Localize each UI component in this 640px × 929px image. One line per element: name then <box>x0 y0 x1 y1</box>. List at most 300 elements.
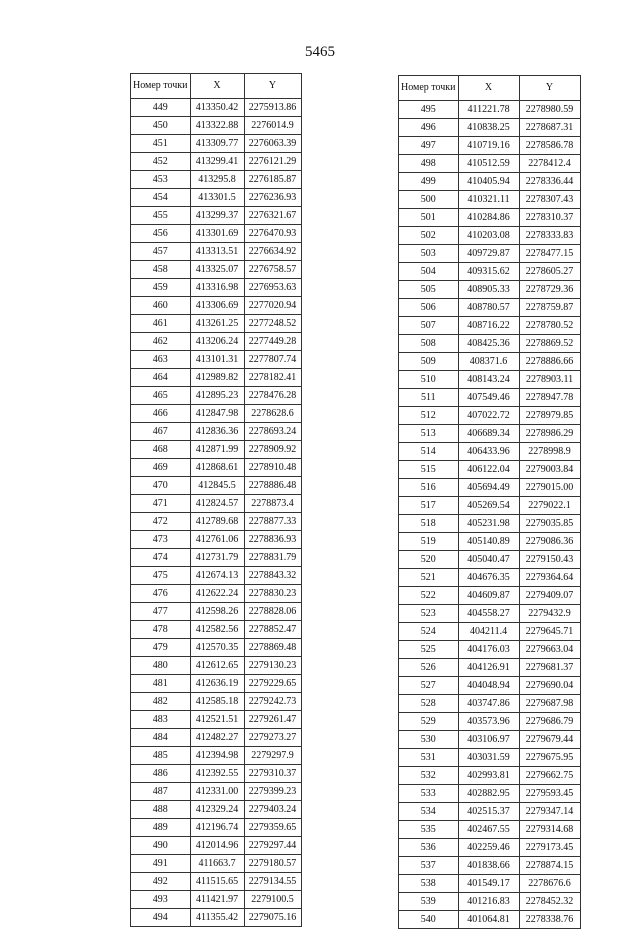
y-coordinate-cell: 2279314.68 <box>519 821 580 839</box>
point-number-cell: 471 <box>131 495 191 513</box>
y-coordinate-cell: 2279297.9 <box>244 747 301 765</box>
point-number-cell: 491 <box>131 855 191 873</box>
x-coordinate-cell: 405694.49 <box>458 479 519 497</box>
y-coordinate-cell: 2278687.31 <box>519 119 580 137</box>
point-number-cell: 474 <box>131 549 191 567</box>
x-coordinate-cell: 412836.36 <box>190 423 244 441</box>
point-number-cell: 494 <box>131 909 191 927</box>
y-coordinate-cell: 2277248.52 <box>244 315 301 333</box>
y-coordinate-cell: 2279003.84 <box>519 461 580 479</box>
point-number-cell: 499 <box>399 173 459 191</box>
x-coordinate-cell: 404211.4 <box>458 623 519 641</box>
point-number-cell: 510 <box>399 371 459 389</box>
x-coordinate-cell: 405231.98 <box>458 515 519 533</box>
point-number-cell: 493 <box>131 891 191 909</box>
y-coordinate-cell: 2279409.07 <box>519 587 580 605</box>
table-row <box>131 549 302 567</box>
x-coordinate-cell: 413101.31 <box>190 351 244 369</box>
point-number-cell: 486 <box>131 765 191 783</box>
y-coordinate-cell: 2279150.43 <box>519 551 580 569</box>
y-coordinate-cell: 2276185.87 <box>244 171 301 189</box>
x-coordinate-cell: 412895.23 <box>190 387 244 405</box>
y-coordinate-cell: 2277807.74 <box>244 351 301 369</box>
x-coordinate-cell: 402882.95 <box>458 785 519 803</box>
table-row <box>399 659 581 677</box>
x-coordinate-cell: 408371.6 <box>458 353 519 371</box>
table-row <box>131 441 302 459</box>
point-number-cell: 484 <box>131 729 191 747</box>
x-coordinate-cell: 401549.17 <box>458 875 519 893</box>
coordinates-table-right <box>398 75 581 929</box>
x-coordinate-cell: 412585.18 <box>190 693 244 711</box>
table-body-right <box>399 101 581 929</box>
x-coordinate-cell: 411663.7 <box>190 855 244 873</box>
point-number-cell: 495 <box>399 101 459 119</box>
y-coordinate-cell: 2279086.36 <box>519 533 580 551</box>
point-number-cell: 458 <box>131 261 191 279</box>
x-coordinate-cell: 413306.69 <box>190 297 244 315</box>
x-coordinate-cell: 413206.24 <box>190 333 244 351</box>
point-number-cell: 529 <box>399 713 459 731</box>
y-coordinate-cell: 2277020.94 <box>244 297 301 315</box>
point-number-cell: 498 <box>399 155 459 173</box>
x-coordinate-cell: 410512.59 <box>458 155 519 173</box>
x-coordinate-cell: 412394.98 <box>190 747 244 765</box>
x-coordinate-cell: 412622.24 <box>190 585 244 603</box>
y-coordinate-cell: 2278843.32 <box>244 567 301 585</box>
point-number-cell: 515 <box>399 461 459 479</box>
header-y: Y <box>244 74 301 99</box>
x-coordinate-cell: 412989.82 <box>190 369 244 387</box>
x-coordinate-cell: 406433.96 <box>458 443 519 461</box>
table-body-left <box>131 99 302 927</box>
y-coordinate-cell: 2279229.65 <box>244 675 301 693</box>
table-row <box>399 623 581 641</box>
point-number-cell: 500 <box>399 191 459 209</box>
table-row <box>131 531 302 549</box>
table-row <box>131 783 302 801</box>
y-coordinate-cell: 2278412.4 <box>519 155 580 173</box>
y-coordinate-cell: 2278831.79 <box>244 549 301 567</box>
point-number-cell: 506 <box>399 299 459 317</box>
x-coordinate-cell: 412636.19 <box>190 675 244 693</box>
y-coordinate-cell: 2279242.73 <box>244 693 301 711</box>
y-coordinate-cell: 2278947.78 <box>519 389 580 407</box>
table-row <box>399 551 581 569</box>
y-coordinate-cell: 2276063.39 <box>244 135 301 153</box>
point-number-cell: 520 <box>399 551 459 569</box>
y-coordinate-cell: 2278998.9 <box>519 443 580 461</box>
header-x: X <box>458 76 519 101</box>
x-coordinate-cell: 412392.55 <box>190 765 244 783</box>
x-coordinate-cell: 403031.59 <box>458 749 519 767</box>
x-coordinate-cell: 413295.8 <box>190 171 244 189</box>
point-number-cell: 455 <box>131 207 191 225</box>
point-number-cell: 504 <box>399 263 459 281</box>
header-point-number: Номер точки <box>131 74 191 99</box>
y-coordinate-cell: 2278886.48 <box>244 477 301 495</box>
x-coordinate-cell: 410719.16 <box>458 137 519 155</box>
point-number-cell: 519 <box>399 533 459 551</box>
y-coordinate-cell: 2279297.44 <box>244 837 301 855</box>
table-row <box>131 801 302 819</box>
x-coordinate-cell: 412482.27 <box>190 729 244 747</box>
point-number-cell: 454 <box>131 189 191 207</box>
x-coordinate-cell: 410838.25 <box>458 119 519 137</box>
point-number-cell: 522 <box>399 587 459 605</box>
point-number-cell: 467 <box>131 423 191 441</box>
point-number-cell: 524 <box>399 623 459 641</box>
point-number-cell: 509 <box>399 353 459 371</box>
point-number-cell: 516 <box>399 479 459 497</box>
point-number-cell: 538 <box>399 875 459 893</box>
table-row <box>399 911 581 929</box>
point-number-cell: 523 <box>399 605 459 623</box>
y-coordinate-cell: 2279022.1 <box>519 497 580 515</box>
y-coordinate-cell: 2278605.27 <box>519 263 580 281</box>
x-coordinate-cell: 413322.88 <box>190 117 244 135</box>
x-coordinate-cell: 405040.47 <box>458 551 519 569</box>
table-row <box>131 387 302 405</box>
y-coordinate-cell: 2275913.86 <box>244 99 301 117</box>
x-coordinate-cell: 413299.41 <box>190 153 244 171</box>
y-coordinate-cell: 2278310.37 <box>519 209 580 227</box>
x-coordinate-cell: 412847.98 <box>190 405 244 423</box>
x-coordinate-cell: 412329.24 <box>190 801 244 819</box>
point-number-cell: 521 <box>399 569 459 587</box>
point-number-cell: 456 <box>131 225 191 243</box>
y-coordinate-cell: 2279432.9 <box>519 605 580 623</box>
table-header-row <box>399 76 581 101</box>
x-coordinate-cell: 404126.91 <box>458 659 519 677</box>
table-row <box>399 461 581 479</box>
x-coordinate-cell: 401838.66 <box>458 857 519 875</box>
x-coordinate-cell: 402515.37 <box>458 803 519 821</box>
table-row <box>399 497 581 515</box>
y-coordinate-cell: 2278676.6 <box>519 875 580 893</box>
y-coordinate-cell: 2277449.28 <box>244 333 301 351</box>
table-row <box>399 839 581 857</box>
table-row <box>399 389 581 407</box>
y-coordinate-cell: 2278729.36 <box>519 281 580 299</box>
y-coordinate-cell: 2279173.45 <box>519 839 580 857</box>
x-coordinate-cell: 402467.55 <box>458 821 519 839</box>
x-coordinate-cell: 404609.87 <box>458 587 519 605</box>
table-row <box>131 333 302 351</box>
x-coordinate-cell: 411221.78 <box>458 101 519 119</box>
x-coordinate-cell: 412014.96 <box>190 837 244 855</box>
x-coordinate-cell: 402259.46 <box>458 839 519 857</box>
point-number-cell: 460 <box>131 297 191 315</box>
x-coordinate-cell: 412824.57 <box>190 495 244 513</box>
table-row <box>399 713 581 731</box>
point-number-cell: 531 <box>399 749 459 767</box>
table-row <box>399 443 581 461</box>
x-coordinate-cell: 413313.51 <box>190 243 244 261</box>
x-coordinate-cell: 403747.86 <box>458 695 519 713</box>
point-number-cell: 514 <box>399 443 459 461</box>
point-number-cell: 525 <box>399 641 459 659</box>
point-number-cell: 470 <box>131 477 191 495</box>
table-row <box>399 101 581 119</box>
y-coordinate-cell: 2279261.47 <box>244 711 301 729</box>
table-row <box>399 749 581 767</box>
y-coordinate-cell: 2279310.37 <box>244 765 301 783</box>
table-row <box>131 675 302 693</box>
point-number-cell: 473 <box>131 531 191 549</box>
point-number-cell: 485 <box>131 747 191 765</box>
x-coordinate-cell: 411515.65 <box>190 873 244 891</box>
y-coordinate-cell: 2279359.65 <box>244 819 301 837</box>
table-row <box>131 99 302 117</box>
point-number-cell: 451 <box>131 135 191 153</box>
x-coordinate-cell: 413299.37 <box>190 207 244 225</box>
point-number-cell: 472 <box>131 513 191 531</box>
table-row <box>399 155 581 173</box>
point-number-cell: 488 <box>131 801 191 819</box>
x-coordinate-cell: 413309.77 <box>190 135 244 153</box>
table-row <box>131 639 302 657</box>
y-coordinate-cell: 2276236.93 <box>244 189 301 207</box>
table-row <box>131 207 302 225</box>
table-row <box>131 261 302 279</box>
point-number-cell: 450 <box>131 117 191 135</box>
table-row <box>131 459 302 477</box>
table-row <box>399 245 581 263</box>
x-coordinate-cell: 410203.08 <box>458 227 519 245</box>
table-row <box>131 495 302 513</box>
table-row <box>399 641 581 659</box>
x-coordinate-cell: 410321.11 <box>458 191 519 209</box>
table-row <box>399 695 581 713</box>
x-coordinate-cell: 403106.97 <box>458 731 519 749</box>
point-number-cell: 530 <box>399 731 459 749</box>
point-number-cell: 477 <box>131 603 191 621</box>
x-coordinate-cell: 410405.94 <box>458 173 519 191</box>
table-row <box>399 857 581 875</box>
y-coordinate-cell: 2278333.83 <box>519 227 580 245</box>
table-row <box>399 767 581 785</box>
y-coordinate-cell: 2279075.16 <box>244 909 301 927</box>
point-number-cell: 539 <box>399 893 459 911</box>
point-number-cell: 502 <box>399 227 459 245</box>
y-coordinate-cell: 2279399.23 <box>244 783 301 801</box>
point-number-cell: 479 <box>131 639 191 657</box>
y-coordinate-cell: 2278836.93 <box>244 531 301 549</box>
y-coordinate-cell: 2276321.67 <box>244 207 301 225</box>
table-row <box>131 909 302 927</box>
x-coordinate-cell: 412196.74 <box>190 819 244 837</box>
point-number-cell: 533 <box>399 785 459 803</box>
x-coordinate-cell: 413301.69 <box>190 225 244 243</box>
table-row <box>399 281 581 299</box>
x-coordinate-cell: 401216.83 <box>458 893 519 911</box>
y-coordinate-cell: 2278909.92 <box>244 441 301 459</box>
table-row <box>131 513 302 531</box>
point-number-cell: 490 <box>131 837 191 855</box>
table-row <box>131 693 302 711</box>
y-coordinate-cell: 2278476.28 <box>244 387 301 405</box>
x-coordinate-cell: 412674.13 <box>190 567 244 585</box>
y-coordinate-cell: 2278869.52 <box>519 335 580 353</box>
table-row <box>131 711 302 729</box>
table-row <box>131 621 302 639</box>
point-number-cell: 536 <box>399 839 459 857</box>
y-coordinate-cell: 2278452.32 <box>519 893 580 911</box>
point-number-cell: 487 <box>131 783 191 801</box>
x-coordinate-cell: 412871.99 <box>190 441 244 459</box>
x-coordinate-cell: 405269.54 <box>458 497 519 515</box>
x-coordinate-cell: 412868.61 <box>190 459 244 477</box>
table-row <box>131 171 302 189</box>
table-row <box>131 405 302 423</box>
x-coordinate-cell: 407022.72 <box>458 407 519 425</box>
table-row <box>399 335 581 353</box>
header-point-number: Номер точки <box>399 76 459 101</box>
y-coordinate-cell: 2278877.33 <box>244 513 301 531</box>
y-coordinate-cell: 2279593.45 <box>519 785 580 803</box>
table-row <box>131 135 302 153</box>
point-number-cell: 449 <box>131 99 191 117</box>
point-number-cell: 517 <box>399 497 459 515</box>
point-number-cell: 537 <box>399 857 459 875</box>
y-coordinate-cell: 2278628.6 <box>244 405 301 423</box>
y-coordinate-cell: 2278780.52 <box>519 317 580 335</box>
point-number-cell: 459 <box>131 279 191 297</box>
y-coordinate-cell: 2279015.00 <box>519 479 580 497</box>
point-number-cell: 540 <box>399 911 459 929</box>
table-row <box>131 423 302 441</box>
x-coordinate-cell: 411421.97 <box>190 891 244 909</box>
x-coordinate-cell: 413350.42 <box>190 99 244 117</box>
point-number-cell: 461 <box>131 315 191 333</box>
point-number-cell: 465 <box>131 387 191 405</box>
x-coordinate-cell: 412731.79 <box>190 549 244 567</box>
x-coordinate-cell: 412570.35 <box>190 639 244 657</box>
table-row <box>399 371 581 389</box>
x-coordinate-cell: 412331.00 <box>190 783 244 801</box>
point-number-cell: 532 <box>399 767 459 785</box>
y-coordinate-cell: 2278307.43 <box>519 191 580 209</box>
point-number-cell: 481 <box>131 675 191 693</box>
table-row <box>131 891 302 909</box>
y-coordinate-cell: 2276634.92 <box>244 243 301 261</box>
point-number-cell: 505 <box>399 281 459 299</box>
x-coordinate-cell: 408780.57 <box>458 299 519 317</box>
table-row <box>399 785 581 803</box>
y-coordinate-cell: 2278979.85 <box>519 407 580 425</box>
point-number-cell: 468 <box>131 441 191 459</box>
y-coordinate-cell: 2278182.41 <box>244 369 301 387</box>
x-coordinate-cell: 412761.06 <box>190 531 244 549</box>
point-number-cell: 518 <box>399 515 459 533</box>
table-row <box>399 317 581 335</box>
table-row <box>131 819 302 837</box>
y-coordinate-cell: 2279681.37 <box>519 659 580 677</box>
y-coordinate-cell: 2278980.59 <box>519 101 580 119</box>
y-coordinate-cell: 2278986.29 <box>519 425 580 443</box>
point-number-cell: 512 <box>399 407 459 425</box>
y-coordinate-cell: 2279130.23 <box>244 657 301 675</box>
y-coordinate-cell: 2279662.75 <box>519 767 580 785</box>
y-coordinate-cell: 2276758.57 <box>244 261 301 279</box>
y-coordinate-cell: 2278336.44 <box>519 173 580 191</box>
y-coordinate-cell: 2279273.27 <box>244 729 301 747</box>
point-number-cell: 464 <box>131 369 191 387</box>
y-coordinate-cell: 2276953.63 <box>244 279 301 297</box>
table-row <box>399 263 581 281</box>
table-row <box>131 567 302 585</box>
point-number-cell: 526 <box>399 659 459 677</box>
table-row <box>399 191 581 209</box>
y-coordinate-cell: 2278903.11 <box>519 371 580 389</box>
y-coordinate-cell: 2279134.55 <box>244 873 301 891</box>
point-number-cell: 478 <box>131 621 191 639</box>
table-row <box>399 731 581 749</box>
x-coordinate-cell: 412845.5 <box>190 477 244 495</box>
x-coordinate-cell: 413261.25 <box>190 315 244 333</box>
point-number-cell: 476 <box>131 585 191 603</box>
point-number-cell: 469 <box>131 459 191 477</box>
y-coordinate-cell: 2279675.95 <box>519 749 580 767</box>
y-coordinate-cell: 2278828.06 <box>244 603 301 621</box>
table-row <box>399 407 581 425</box>
x-coordinate-cell: 413316.98 <box>190 279 244 297</box>
y-coordinate-cell: 2279663.04 <box>519 641 580 659</box>
point-number-cell: 453 <box>131 171 191 189</box>
table-row <box>131 855 302 873</box>
point-number-cell: 489 <box>131 819 191 837</box>
table-row <box>399 533 581 551</box>
y-coordinate-cell: 2279645.71 <box>519 623 580 641</box>
table-row <box>399 119 581 137</box>
point-number-cell: 501 <box>399 209 459 227</box>
x-coordinate-cell: 406689.34 <box>458 425 519 443</box>
y-coordinate-cell: 2279690.04 <box>519 677 580 695</box>
point-number-cell: 463 <box>131 351 191 369</box>
point-number-cell: 482 <box>131 693 191 711</box>
x-coordinate-cell: 402993.81 <box>458 767 519 785</box>
y-coordinate-cell: 2279679.44 <box>519 731 580 749</box>
x-coordinate-cell: 404676.35 <box>458 569 519 587</box>
table-row <box>399 875 581 893</box>
table-row <box>399 803 581 821</box>
table-row <box>131 585 302 603</box>
y-coordinate-cell: 2278910.48 <box>244 459 301 477</box>
point-number-cell: 503 <box>399 245 459 263</box>
x-coordinate-cell: 409729.87 <box>458 245 519 263</box>
y-coordinate-cell: 2279364.64 <box>519 569 580 587</box>
x-coordinate-cell: 408143.24 <box>458 371 519 389</box>
y-coordinate-cell: 2278886.66 <box>519 353 580 371</box>
x-coordinate-cell: 407549.46 <box>458 389 519 407</box>
table-row <box>131 279 302 297</box>
page-number: 5465 <box>305 44 335 60</box>
table-row <box>131 153 302 171</box>
table-row <box>131 315 302 333</box>
table-row <box>399 353 581 371</box>
table-row <box>399 299 581 317</box>
table-row <box>131 477 302 495</box>
y-coordinate-cell: 2278759.87 <box>519 299 580 317</box>
table-row <box>399 479 581 497</box>
table-row <box>131 747 302 765</box>
x-coordinate-cell: 410284.86 <box>458 209 519 227</box>
y-coordinate-cell: 2278477.15 <box>519 245 580 263</box>
x-coordinate-cell: 404048.94 <box>458 677 519 695</box>
header-x: X <box>190 74 244 99</box>
x-coordinate-cell: 412612.65 <box>190 657 244 675</box>
